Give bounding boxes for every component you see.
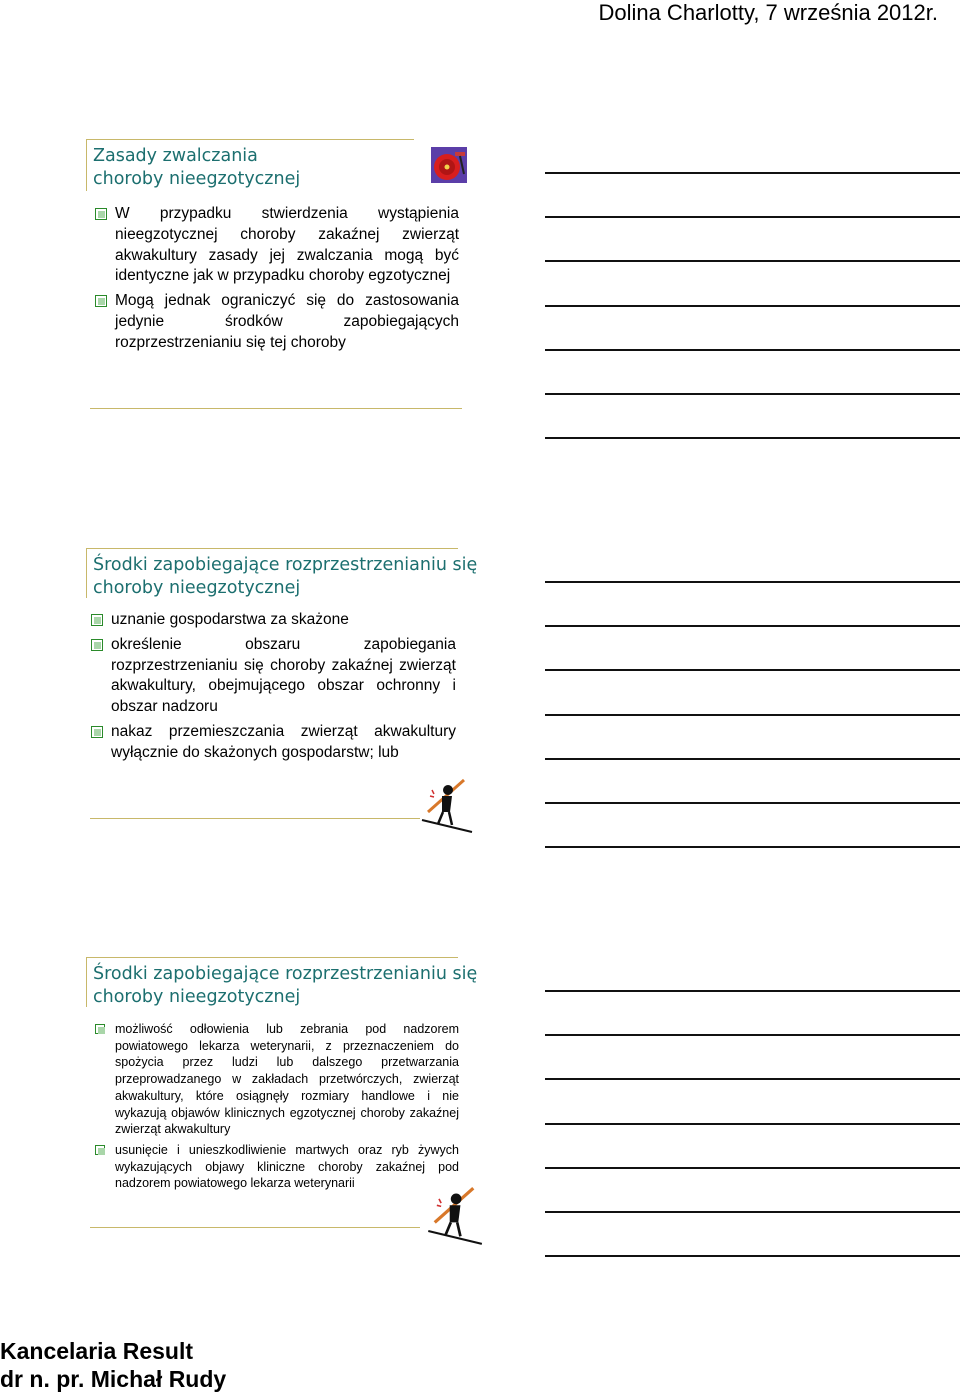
- tightrope-walker-icon: [418, 778, 474, 834]
- bullet-list: [111, 610, 456, 764]
- slide-frame-left: [86, 548, 87, 598]
- slide-frame-left: [86, 139, 87, 191]
- list-item: Mogą jednak ograniczyć się do zastosowania jedynie środków zapobiegających rozprzestrzenianiu się tej choroby: [115, 291, 459, 353]
- slide-frame-bottom: [90, 818, 420, 819]
- slide-frame-top: [86, 548, 458, 549]
- note-line: [545, 349, 960, 351]
- note-line: [545, 581, 960, 583]
- slide-frame-top: [86, 957, 458, 958]
- note-line: [545, 846, 960, 848]
- note-line: [545, 437, 960, 439]
- note-line: [545, 305, 960, 307]
- note-line: [545, 1167, 960, 1169]
- note-line: [545, 1034, 960, 1036]
- note-line: [545, 714, 960, 716]
- slide-frame-top: [86, 139, 414, 140]
- note-line: [545, 758, 960, 760]
- slide-title: Środki zapobiegające rozprzestrzenianiu się choroby nieegzotycznej: [93, 964, 478, 1007]
- note-line: [545, 802, 960, 804]
- checkbox-bullet-icon: [91, 639, 103, 651]
- slide-frame-left: [86, 957, 87, 1007]
- slide-title: Środki zapobiegające rozprzestrzenianiu się choroby nieegzotycznej: [93, 555, 478, 598]
- checkbox-bullet-icon: [91, 614, 103, 626]
- list-item: nakaz przemieszczania zwierząt akwakultury wyłącznie do skażonych gospodarstw; lub: [111, 722, 456, 764]
- alarm-bell-icon: [430, 146, 468, 184]
- tightrope-walker-icon: [424, 1186, 484, 1246]
- list-item: uznanie gospodarstwa za skażone: [111, 610, 456, 631]
- list-item: W przypadku stwierdzenia wystąpienia nieegzotycznej choroby zakaźnej zwierząt akwakultury zasady jej zwalczania mogą być identyczne jak w przypadku choroby egzotycznej: [115, 204, 459, 287]
- checkbox-bullet-icon: [95, 208, 107, 220]
- note-line: [545, 625, 960, 627]
- note-line: [545, 172, 960, 174]
- note-line: [545, 1255, 960, 1257]
- footer-line-2: dr n. pr. Michał Rudy: [0, 1366, 227, 1392]
- checkbox-bullet-icon: [95, 1024, 105, 1034]
- checkbox-bullet-icon: [95, 295, 107, 307]
- note-line: [545, 1211, 960, 1213]
- footer-line-1: Kancelaria Result: [0, 1338, 194, 1364]
- list-item: usunięcie i unieszkodliwienie martwych oraz ryb żywych wykazujących objawy kliniczne choroby zakaźnej pod nadzorem powiatowego lekarza weterynarii: [115, 1142, 459, 1192]
- note-line: [545, 669, 960, 671]
- list-item: możliwość odłowienia lub zebrania pod nadzorem powiatowego lekarza weterynarii, z przeznaczeniem do spożycia przez ludzi lub dalszego przetwarzania przeprowadzanego w zakładach przetwórczych, zwierząt akwakultury, które osiągnęły rozmiary handlowe i nie wykazują objawów klinicznych egzotycznej choroby zakaźnej zwierząt akwakultury: [115, 1021, 459, 1138]
- note-line: [545, 216, 960, 218]
- note-line: [545, 260, 960, 262]
- list-item: określenie obszaru zapobiegania rozprzestrzenianiu się choroby zakaźnej zwierząt akwakultury, obejmującego obszar ochronny i obszar nadzoru: [111, 635, 456, 718]
- note-line: [545, 1123, 960, 1125]
- slide-title: Zasady zwalczania choroby nieegzotycznej: [93, 146, 301, 189]
- slide-frame-bottom: [90, 1227, 420, 1228]
- document-header: Dolina Charlotty, 7 września 2012r.: [598, 0, 938, 25]
- bullet-list: [115, 204, 459, 354]
- bullet-list: [115, 1021, 459, 1192]
- checkbox-bullet-icon: [91, 726, 103, 738]
- checkbox-bullet-icon: [95, 1145, 105, 1155]
- note-line: [545, 990, 960, 992]
- note-line: [545, 1078, 960, 1080]
- slide-frame-bottom: [90, 408, 462, 409]
- note-line: [545, 393, 960, 395]
